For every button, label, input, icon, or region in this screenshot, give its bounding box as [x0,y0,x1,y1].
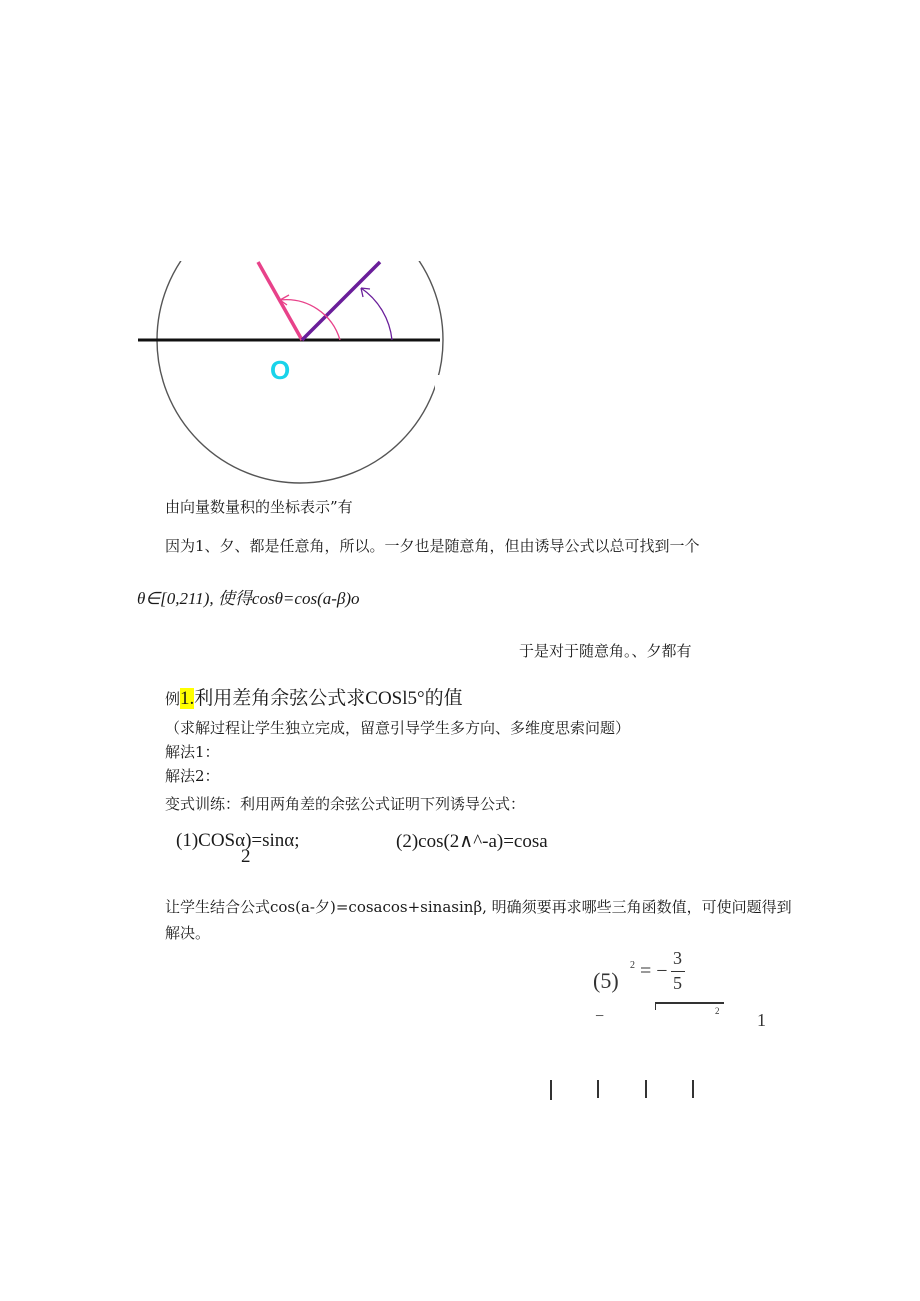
fragment-numerator: 3 [673,948,682,968]
example-number-highlight: 1. [180,688,195,709]
teaching-note: （求解过程让学生独立完成，留意引导学生多方向、多维度思索问题） [165,719,631,737]
fragment-parenthesis: (5) [593,968,619,993]
fragment-exponent-2: 2 [715,1006,720,1016]
fragment-denominator: 5 [673,973,682,993]
fragment-equals: = − [640,960,668,982]
line-theta-exists: θ∈[0,211), 使得cosθ=cos(a-β)o [137,589,360,608]
example-text: 利用差角余弦公式求COSl5°的值 [194,688,463,709]
formula-1: (1)COSα)=sinα; [176,830,300,851]
example-prefix: 例 [165,690,181,708]
example-1 [165,683,463,710]
origin-label: O [270,355,291,385]
unit-circle-figure [130,255,450,485]
math-fragment [505,942,785,1142]
fragment-one: 1 [757,1010,766,1030]
formula-1-subscript: 2 [241,846,251,867]
fragment-tick-4 [692,1080,694,1098]
final-paragraph-line-1: 让学生结合公式cos(a-夕)=cosacos+sinasinβ, 明确须要再求哪些三角函数值，可使问题得到 [165,898,792,916]
fragment-exponent: 2 [630,960,635,971]
purple-vector [302,262,380,340]
fragment-radical-bar [655,1002,724,1010]
fragment-dash: − [595,1008,605,1025]
unit-circle [157,255,443,483]
fragment-tick-1 [550,1080,552,1100]
final-paragraph-line-2: 解决。 [165,924,211,942]
line-vector-dot-product: 由向量数量积的坐标表示”有 [165,498,353,516]
formula-2: (2)cos(2∧^-a)=cosa [396,831,548,852]
line-for-any-angles: 于是对于随意角。、夕都有 [519,642,692,660]
variant-training: 变式训练：利用两角差的余弦公式证明下列诱导公式： [165,795,526,813]
solution-method-1: 解法1： [165,743,220,761]
fragment-fraction-bar [671,971,685,972]
solution-method-2: 解法2： [165,767,220,785]
line-arbitrary-angles: 因为1、夕、都是任意角，所以。一夕也是随意角，但由诱导公式以总可找到一个 [165,537,700,555]
fragment-tick-3 [645,1080,647,1098]
pink-vector [258,262,302,340]
fragment-tick-2 [597,1080,599,1098]
purple-angle-arc [361,288,392,340]
